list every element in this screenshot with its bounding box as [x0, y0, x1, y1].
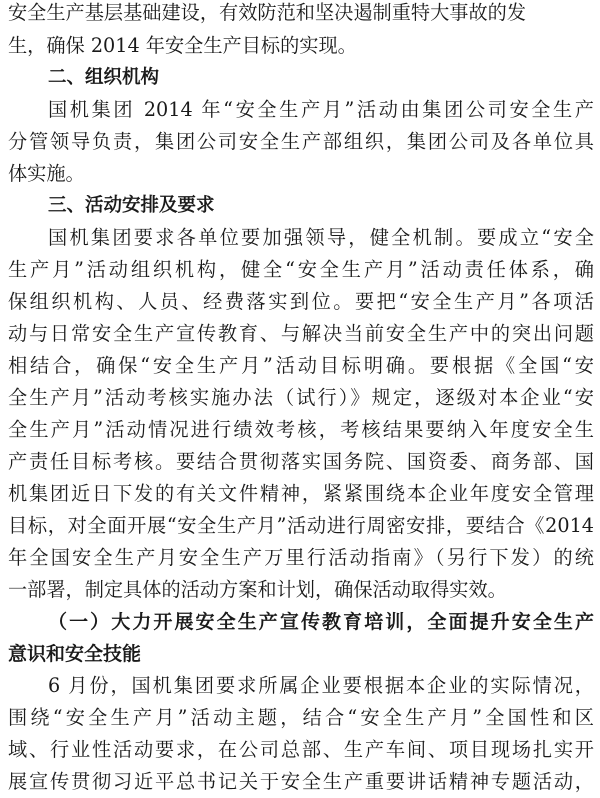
paragraph-line: 安全生产基层基础建设，有效防范和坚决遏制重特大事故的发 [8, 1, 527, 24]
paragraph-line: 6 月份，国机集团要求所属企业要根据本企业的实际情况， [48, 674, 594, 697]
paragraph-line: 国机集团 2014 年“安全生产月”活动由集团公司安全生产 [48, 98, 594, 121]
paragraph-line: 分管领导负责，集团公司安全生产部组织，集团公司及各单位具 [8, 130, 594, 153]
paragraph-line: 一部署，制定具体的活动方案和计划，确保活动取得实效。 [8, 578, 507, 601]
paragraph-line: 动与日常安全生产宣传教育、与解决当前安全生产中的突出问题 [8, 322, 594, 345]
section-heading-organization: 二、组织机构 [48, 67, 160, 88]
paragraph-line: 全生产月”活动情况进行绩效考核，考核结果要纳入年度安全生 [8, 418, 594, 441]
paragraph-line: 围绕“安全生产月”活动主题，结合“安全生产月”全国性和区 [8, 706, 594, 729]
subsection-heading-continued: 意识和安全技能 [8, 643, 142, 665]
paragraph-line: 相结合，确保“安全生产月”活动目标明确。要根据《全国“安 [8, 354, 594, 377]
section-heading-arrangements: 三、活动安排及要求 [48, 195, 215, 216]
paragraph-line: 国机集团要求各单位要加强领导，健全机制。要成立“安全 [48, 226, 594, 249]
paragraph-line: 生产月”活动组织机构，健全“安全生产月”活动责任体系，确 [8, 258, 594, 281]
paragraph-line: 域、行业性活动要求，在公司总部、生产车间、项目现场扎实开 [8, 738, 594, 761]
paragraph-line: 保组织机构、人员、经费落实到位。要把“安全生产月”各项活 [8, 290, 594, 313]
paragraph-line: 年全国安全生产月安全生产万里行活动指南》（另行下发）的统 [8, 546, 594, 569]
paragraph-line: 目标，对全面开展“安全生产月”活动进行周密安排，要结合《2014 [8, 514, 594, 537]
paragraph-line: 产责任目标考核。要结合贯彻落实国务院、国资委、商务部、国 [8, 450, 594, 473]
paragraph-line: 机集团近日下发的有关文件精神，紧紧围绕本企业年度安全管理 [8, 482, 594, 505]
paragraph-line: 全生产月”活动考核实施办法（试行）》规定，逐级对本企业“安 [8, 386, 594, 409]
paragraph-line: 展宣传贯彻习近平总书记关于安全生产重要讲话精神专题活动， [8, 770, 594, 793]
subsection-heading: （一）大力开展安全生产宣传教育培训，全面提升安全生产 [48, 611, 594, 633]
paragraph-line: 体实施。 [8, 162, 85, 185]
paragraph-line: 生，确保 2014 年安全生产目标的实现。 [8, 34, 357, 57]
